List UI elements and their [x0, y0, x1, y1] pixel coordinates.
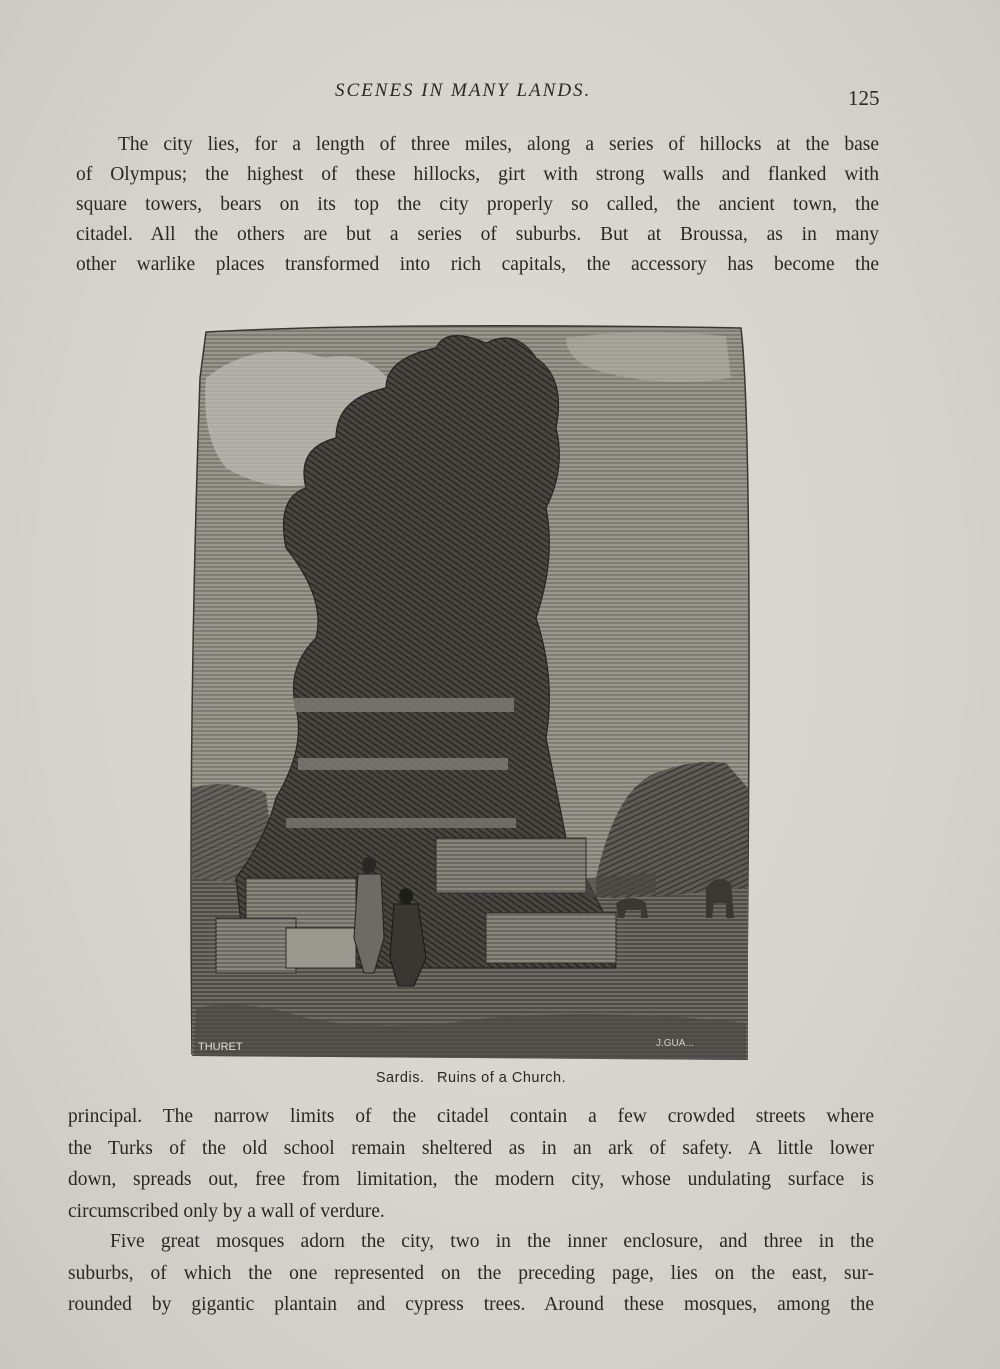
engraver-signature-right: J.GUA...	[656, 1038, 694, 1049]
paragraph-3	[68, 1226, 874, 1321]
text-line: square towers, bears on its top the city properly so called, the ancient town, the	[76, 194, 879, 215]
paragraph-1	[76, 130, 879, 280]
text-line: the Turks of the old school remain sheltered as in an ark of safety. A little lower	[68, 1137, 874, 1159]
text-line: of Olympus; the highest of these hillocks, girt with strong walls and flanked with	[76, 164, 879, 185]
engraver-signature-left: THURET	[198, 1041, 243, 1053]
figure-caption	[186, 1070, 756, 1086]
caption-place: Sardis.	[375, 1070, 425, 1086]
text-line: suburbs, of which the one represented on the preceding page, lies on the east, sur-	[68, 1262, 874, 1284]
paragraph-2	[68, 1101, 874, 1227]
text-line: down, spreads out, free from limitation, the modern city, whose undulating surface is	[68, 1169, 874, 1190]
engraving-ruins-of-church	[186, 318, 756, 1068]
page-header	[0, 80, 1000, 110]
caption-title: Ruins of a Church.	[437, 1070, 567, 1086]
text-line: circumscribed only by a wall of verdure.	[68, 1200, 385, 1222]
text-line: Five great mosques adorn the city, two in the inner enclosure, and three in the	[110, 1231, 874, 1252]
engraving-figure	[186, 318, 756, 1068]
text-line: rounded by gigantic plantain and cypress trees. Around these mosques, among the	[68, 1294, 874, 1315]
text-line: The city lies, for a length of three miles, along a series of hillocks at the base	[118, 134, 879, 155]
running-head: SCENES IN MANY LANDS.	[335, 80, 592, 101]
text-line: other warlike places transformed into rich capitals, the accessory has become the	[76, 254, 879, 275]
text-line: principal. The narrow limits of the citadel contain a few crowded streets where	[68, 1106, 874, 1127]
page-number: 125	[848, 86, 880, 110]
text-line: citadel. All the others are but a series of suburbs. But at Broussa, as in many	[76, 224, 879, 245]
